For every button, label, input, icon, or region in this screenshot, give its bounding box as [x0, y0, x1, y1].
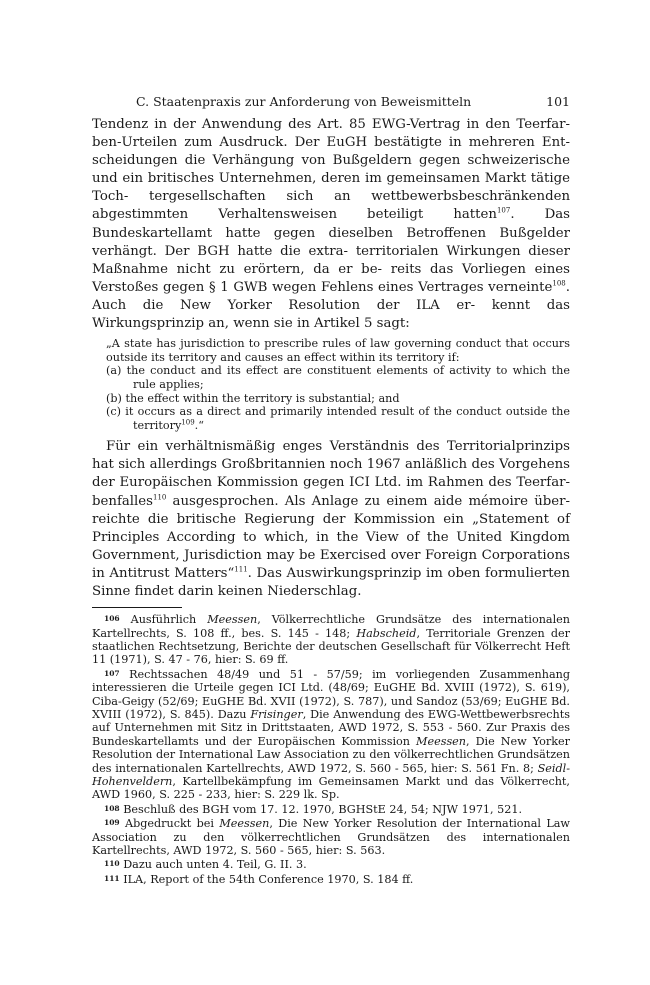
footnote-ref-107[interactable]: 107	[496, 207, 511, 216]
footnote-ref-111[interactable]: 111	[234, 565, 248, 574]
footnote-111	[92, 872, 570, 886]
footnote-110	[92, 857, 570, 871]
footnote-text: Beschluß des BGH vom 17. 12. 1970, BGHStE 24, 54; NJW 1971, 521.	[119, 802, 523, 816]
footnote-text: , Völkerrechtliche Grundsätze des internationalen Kartellrechts, S. 108 ff., bes. S. 145 - 148;	[92, 613, 571, 640]
quote-item-a: (a) the conduct and its effect are constituent elements of activity to which the rule applies;	[106, 364, 570, 391]
footnote-text: , Territoriale Grenzen der staatlichen Rechtsetzung, Berichte der deutschen Gesellschaft für Völkerrecht Heft 11 (1971), S. 47 - 76, hier: S. 69 ff.	[92, 626, 570, 667]
footnote-text: Dazu auch unten 4. Teil, G. II. 3.	[119, 858, 307, 872]
text-line: reichte die britische Regierung der Kommission ein „Statement of	[92, 511, 570, 527]
footnote-ref-108[interactable]: 108	[552, 279, 566, 288]
text-line: scheidungen die Verhängung von Bußgeldern gegen schweizerische und	[92, 153, 570, 187]
text-line: der Europäischen Kommission gegen ICI Ltd. im Rahmen des Teerfar-	[92, 475, 570, 491]
text-line: . Auch die New Yorker Resolution der ILA er-	[92, 279, 570, 313]
quote-line: occurs outside its territory and causes an effect within its territory if:	[106, 337, 570, 364]
text-line: Tendenz in der Anwendung des Art. 85 EWG-Vertrag in den Teerfar-	[92, 117, 570, 132]
footnote-107	[92, 667, 570, 802]
text-line: ein britisches Unternehmen, deren im gemeinsamen Markt tätige Toch-	[92, 171, 571, 205]
footnote-text: ILA, Report of the 54th Conference 1970, S. 184 ff.	[119, 872, 414, 886]
footnote-ref-110[interactable]: 110	[153, 493, 167, 502]
text-line: territorialen Wirkungen dieser Maßnahme nicht zu erörtern, da er be-	[92, 243, 570, 277]
footnote-text: , Die New Yorker Resolution der International Law Association zu den völkerrechtlichen Grundsätzen des internationalen Kartellrechts, AWD 1972, S. 560 - 565, hier: S. 563.	[92, 817, 570, 858]
footnote-text: Ausführlich	[119, 613, 208, 627]
footnote-109	[92, 816, 570, 857]
quote-item-b: (b) the effect within the territory is substantial; and	[106, 391, 400, 405]
author-name: Meessen	[416, 734, 467, 748]
text-line: . Das Auswirkungsprinzip im oben formulierten	[247, 565, 570, 581]
footnote-106	[92, 612, 570, 667]
text-line: dieselben Betroffenen Bußgelder verhängt. Der BGH hatte die extra-	[92, 225, 570, 259]
quote-item-c	[106, 405, 570, 432]
text-line: Für ein verhältnismäßig enges Verständnis des Territorialprinzips	[106, 439, 570, 455]
text-line: tergesellschaften sich an wettbewerbsbeschränkenden abgestimmten	[92, 189, 571, 223]
book-page	[92, 92, 570, 886]
text-line: hat sich allerdings Großbritannien noch 1967 anläßlich des Vorgehens	[92, 457, 570, 473]
paragraph-2	[92, 438, 570, 601]
text-line: benfalles	[92, 493, 153, 509]
quote-close: .“	[194, 418, 204, 432]
text-line: ausgesprochen. Als Anlage zu einem aide mémoire über-	[166, 493, 570, 509]
author-name: Frisinger	[250, 707, 303, 721]
author-name: Meessen	[207, 613, 258, 627]
running-header	[92, 92, 570, 116]
text-line: Principles According to which, in the View of the United Kingdom	[92, 529, 570, 545]
text-line: . Das Bundeskartellamt hatte gegen	[92, 207, 571, 241]
author-name: Seidl-Hohenveldern	[92, 761, 570, 788]
text-line: Sinne findet darin keinen Niederschlag.	[92, 584, 362, 600]
quote-line: „A state has jurisdiction to prescribe rules of law governing conduct that	[106, 337, 529, 351]
footnote-ref-109[interactable]: 109	[181, 417, 195, 426]
text-line: reits das Vorliegen eines Verstoßes gegen § 1 GWB wegen Fehlens eines	[92, 261, 571, 295]
footnote-divider	[92, 607, 182, 608]
text-line: ben-Urteilen zum Ausdruck. Der EuGH bestätigte in mehreren Ent-	[92, 135, 570, 151]
footnote-number: 106	[104, 614, 120, 624]
footnote-text: , Kartellbekämpfung im Gemeinsamen Markt und das Völkerrecht, AWD 1960, S. 225 - 233, hier: S. 229 lk. Sp.	[92, 775, 570, 802]
running-title: C. Staatenpraxis zur Anforderung von Beweismitteln	[136, 94, 472, 109]
text-line: Vertrages verneinte	[418, 279, 553, 295]
footnote-number: 107	[104, 668, 120, 678]
footnote-text: Abgedruckt bei	[119, 817, 220, 831]
footnote-number: 110	[104, 859, 120, 869]
footnote-text: , Die Anwendung des EWG-Wettbewerbsrechts auf Unternehmen mit Sitz in Drittstaaten, AWD 1972, S. 553 - 560. Zur Praxis des Bundeskartellamts und der Europäischen Kommission	[92, 707, 570, 748]
text-line: Government, Jurisdiction may be Exercised over Foreign Corporations	[92, 547, 570, 563]
quote-line: (c) it occurs as a direct and primarily intended result of the conduct outside the territory	[106, 405, 570, 432]
author-name: Habscheid	[356, 626, 417, 640]
paragraph-1	[92, 116, 570, 333]
footnote-text: Rechtssachen 48/49 und 51 - 57/59; im vorliegenden Zusammenhang interessieren die Urteile gegen ICI Ltd. (48/69; EuGHE Bd. XVIII (1972), S. 619), Ciba-Geigy (52/69; EuGHE Bd. XVII (1972), S. 787), und Sandoz (53/69; EuGHE Bd. XVIII (1972), S. 845). Dazu	[92, 667, 570, 721]
quote-intro	[106, 337, 570, 364]
text-line: kennt das Wirkungsprinzip an, wenn sie in Artikel 5 sagt:	[92, 297, 570, 332]
footnote-text: , Die New Yorker Resolution der International Law Association zu den völkerrechtlichen Grundsätzen des internationalen Kartellrechts, AWD 1972, S. 560 - 565, hier: S. 561 Fn. 8;	[92, 734, 571, 775]
text-line: in Antitrust Matters“	[92, 565, 235, 581]
footnote-number: 109	[104, 818, 120, 828]
footnote-number: 111	[104, 873, 120, 883]
author-name: Meessen	[219, 817, 270, 831]
footnote-number: 108	[104, 803, 120, 813]
block-quote	[92, 337, 570, 432]
text-line: Verhaltensweisen beteiligt hatten	[218, 207, 497, 223]
footnote-108	[92, 802, 570, 816]
page-number: 101	[546, 94, 570, 109]
